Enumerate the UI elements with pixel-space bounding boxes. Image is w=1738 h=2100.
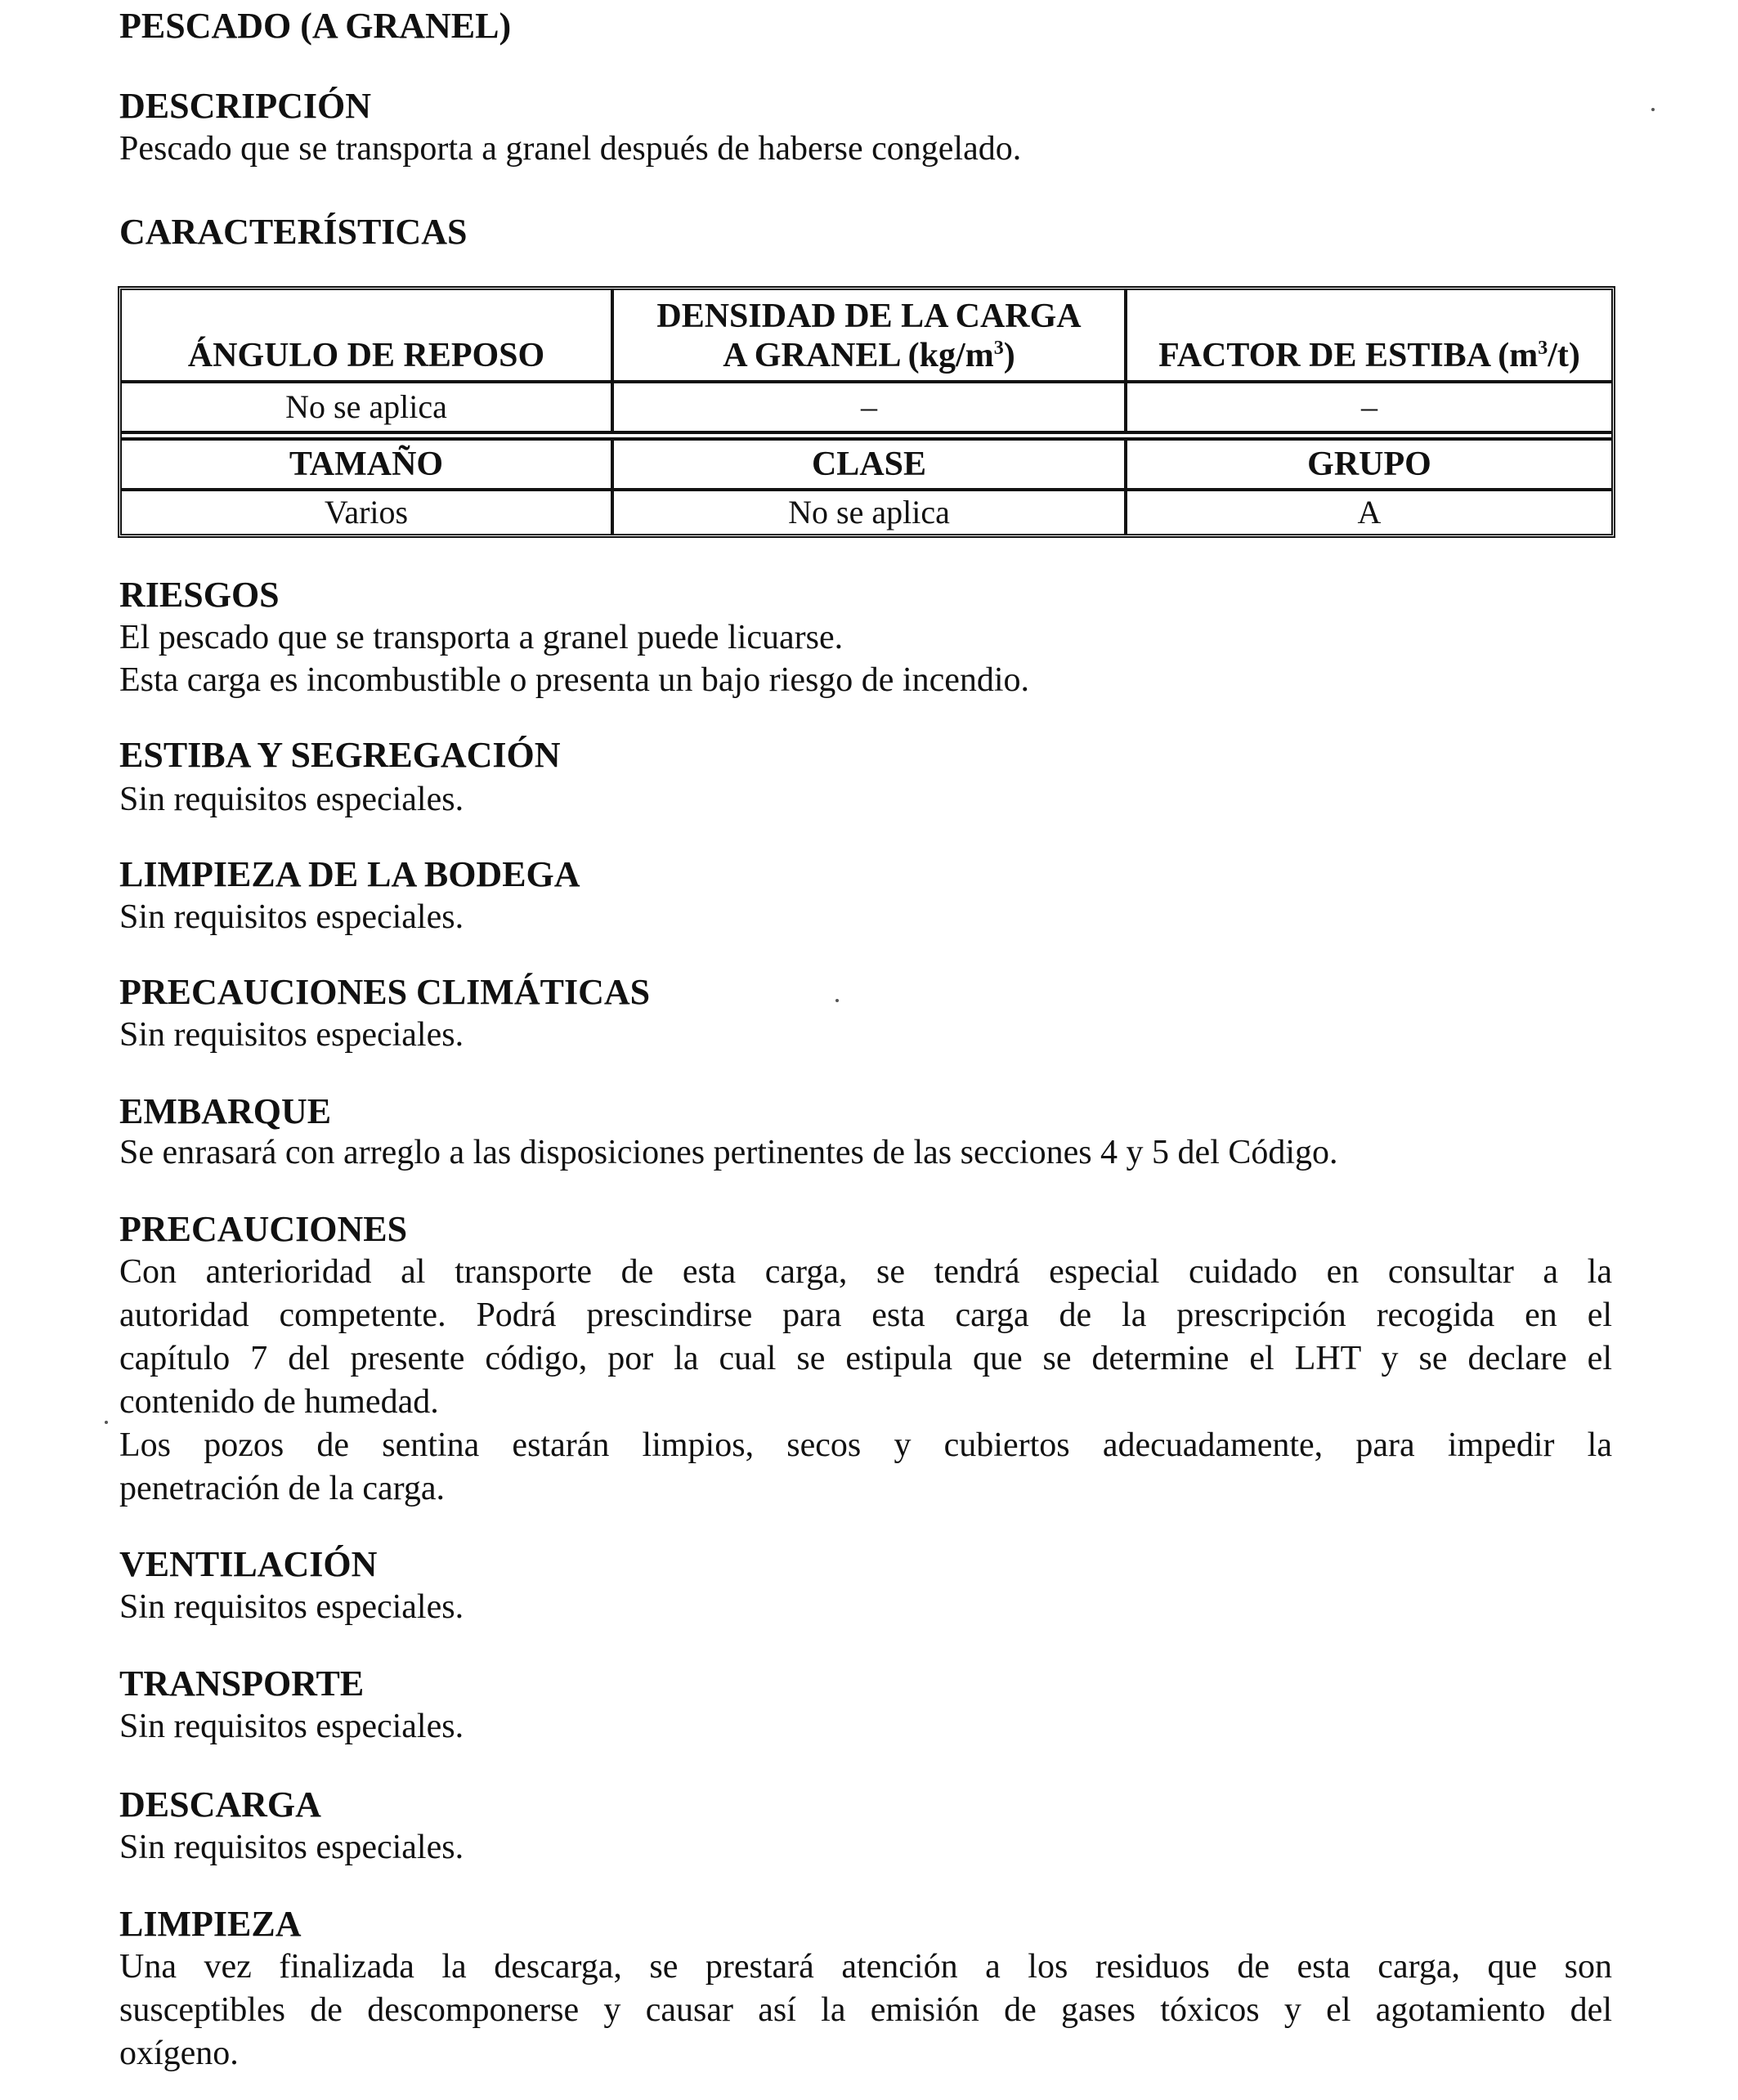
cell-grupo-value: A — [1357, 494, 1382, 531]
limpieza-bodega-heading: LIMPIEZA DE LA BODEGA — [119, 854, 580, 894]
header-densidad-close: ) — [1003, 337, 1015, 374]
precauciones-climaticas-heading: PRECAUCIONES CLIMÁTICAS — [119, 972, 651, 1012]
header-tamano: TAMAÑO — [289, 446, 444, 483]
scan-speck — [105, 1421, 108, 1424]
precauciones-line: Con anterioridad al transporte de esta carga, se tendrá especial cuidado en consultar a la — [119, 1253, 1612, 1291]
ventilacion-text: Sin requisitos especiales. — [119, 1588, 464, 1626]
scan-speck — [835, 999, 839, 1002]
estiba-text: Sin requisitos especiales. — [119, 781, 464, 818]
estiba-heading: ESTIBA Y SEGREGACIÓN — [119, 735, 561, 775]
precauciones-line: capítulo 7 del presente código, por la cual se estipula que se determine el LHT y se declare el — [119, 1340, 1612, 1377]
cell-factor-value: – — [1361, 388, 1377, 425]
precauciones-climaticas-text: Sin requisitos especiales. — [119, 1016, 464, 1054]
limpieza-line: susceptibles de descomponerse y causar así la emisión de gases tóxicos y el agotamiento del — [119, 1991, 1612, 2029]
document-title: PESCADO (A GRANEL) — [119, 6, 512, 46]
header-clase: CLASE — [811, 446, 927, 483]
caracteristicas-heading: CARACTERÍSTICAS — [119, 212, 468, 252]
ventilacion-heading: VENTILACIÓN — [119, 1544, 378, 1584]
precauciones-line: Los pozos de sentina estarán limpios, secos y cubiertos adecuadamente, para impedir la — [119, 1426, 1612, 1464]
table-double-rule — [122, 431, 1611, 441]
precauciones-line: autoridad competente. Podrá prescindirse para esta carga de la prescripción recogida en el — [119, 1296, 1612, 1334]
cell-densidad-value: – — [861, 388, 877, 425]
precauciones-line: contenido de humedad. — [119, 1383, 439, 1421]
precauciones-heading: PRECAUCIONES — [119, 1209, 408, 1249]
header-grupo: GRUPO — [1307, 446, 1431, 483]
header-factor-label — [1158, 336, 1580, 375]
header-factor-sup: 3 — [1538, 338, 1548, 359]
header-factor-close: /t) — [1548, 337, 1580, 374]
header-angulo-de-reposo — [122, 290, 611, 378]
limpieza-line: oxígeno. — [119, 2035, 239, 2072]
cell-angulo-value: No se aplica — [285, 388, 447, 425]
cell-tamano-value: Varios — [324, 494, 409, 531]
transporte-text: Sin requisitos especiales. — [119, 1708, 464, 1745]
descarga-text: Sin requisitos especiales. — [119, 1829, 464, 1866]
header-densidad — [614, 290, 1124, 378]
embarque-heading: EMBARQUE — [119, 1091, 332, 1131]
riesgos-line: El pescado que se transporta a granel puede licuarse. — [119, 619, 844, 656]
precauciones-line: penetración de la carga. — [119, 1470, 445, 1507]
cell-clase-value: No se aplica — [788, 494, 950, 531]
scan-speck — [1651, 108, 1655, 111]
header-factor-text: FACTOR DE ESTIBA (m — [1158, 337, 1539, 374]
limpieza-line: Una vez finalizada la descarga, se prestará atención a los residuos de esta carga, que son — [119, 1948, 1612, 1986]
limpieza-bodega-text: Sin requisitos especiales. — [119, 898, 464, 936]
header-angulo-label: ÁNGULO DE REPOSO — [187, 337, 545, 374]
transporte-heading: TRANSPORTE — [119, 1663, 365, 1704]
riesgos-heading: RIESGOS — [119, 575, 280, 615]
descarga-heading: DESCARGA — [119, 1784, 321, 1825]
header-densidad-sup: 3 — [993, 338, 1004, 359]
descripcion-heading: DESCRIPCIÓN — [119, 86, 372, 126]
header-densidad-line1: DENSIDAD DE LA CARGA — [656, 298, 1082, 335]
characteristics-table — [118, 286, 1615, 538]
limpieza-heading: LIMPIEZA — [119, 1904, 302, 1944]
header-densidad-text: A GRANEL (kg/m — [723, 337, 994, 374]
descripcion-text: Pescado que se transporta a granel después de haberse congelado. — [119, 130, 1022, 168]
header-factor-de-estiba — [1127, 290, 1611, 378]
header-densidad-line2 — [723, 336, 1015, 375]
embarque-text: Se enrasará con arreglo a las disposiciones pertinentes de las secciones 4 y 5 del Código. — [119, 1134, 1338, 1171]
riesgos-line: Esta carga es incombustible o presenta un bajo riesgo de incendio. — [119, 661, 1030, 699]
